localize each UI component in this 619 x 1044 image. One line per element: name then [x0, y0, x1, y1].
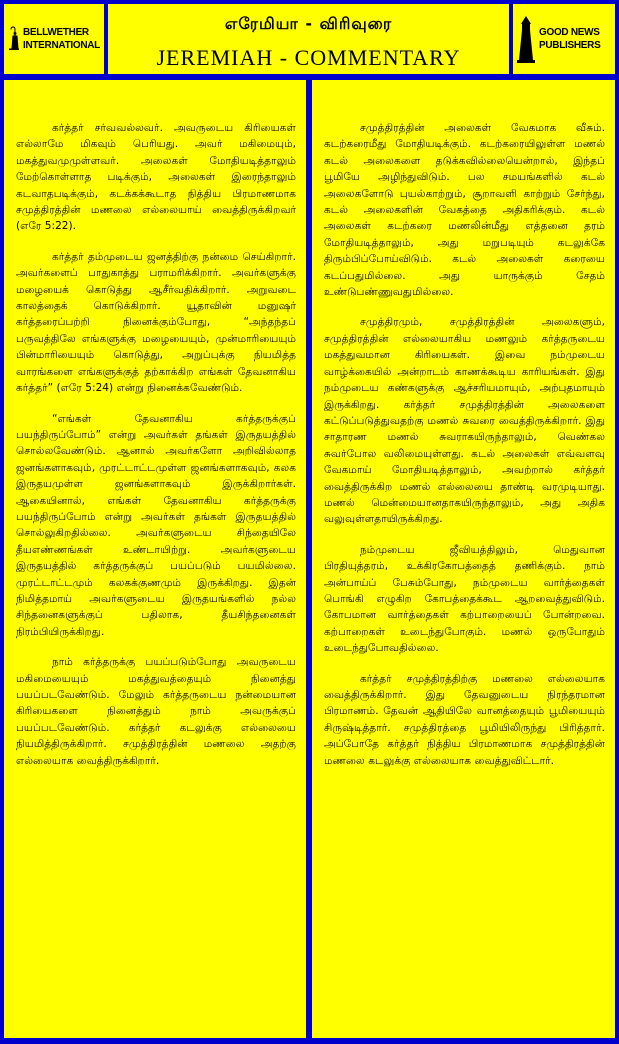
right-logo-line-2: PUBLISHERS: [539, 40, 601, 51]
right-paragraph-3: நம்முடைய ஜீவியத்திலும், மெதுவான பிரதியுத்தரம், உக்கிரகோபத்தைத் தணிக்கும். நாம் அன்பாய்ப் பேசும்போது, நம்முடைய வார்த்தைகள் பொங்கி எழுகிற கோபத்தைக்கூட ஆறவைத்துவிடும். கோபமான வார்த்தைகள் கற்பாறையைப் போன்றவை. கற்பாறைகள் உடைந்துபோகும். மணல் ஒருபோதும் உடைந்துபோவதில்லை.: [324, 543, 605, 655]
right-column: [312, 80, 615, 1038]
left-paragraph-1: கர்த்தர் சர்வவல்லவர். அவருடைய கிரியைகள் எல்லாமே மிகவும் பெரியது. அவர் மகிமையும், மகத்துவமுமுள்ளவர். அலைகள் மோதியடித்தாலும் மேற்கொள்ளாத படிக்கும், அலைகள் இரைந்தாலும் கடவாதபடிக்கும், கடக்கக்கூடாத நித்திய பிரமாணமாக சமுத்திரத்தின் மணலை எல்லையாய் வைத்திருக்கிறவர் (எரே 5:22).: [16, 122, 296, 233]
left-paragraph-2: கர்த்தர் தம்முடைய ஜனத்திற்கு நன்மை செய்கிறார். அவர்களைப் பாதுகாத்து பராமரிக்கிறார். அவர்களுக்கு மழையைக் கொடுத்து ஆசீர்வதிக்கிறார். அறுவடை காலத்தைக் கொடுக்கிறார். யூதாவின் மனுஷர் கர்த்தரைப்பற்றி நினைக்கும்போது, “அந்தந்தப் பருவத்திலே எங்களுக்கு மழையையும், முன்மாரியையும் பின்மாரியையும் கொடுத்து, அறுப்புக்கு நியமித்த வாரங்களை எங்களுக்குத் தற்காக்கிற எங்கள் தேவனாகிய கர்த்தர்” (எரே 5:24) என்று நினைக்கவேண்டும்.: [16, 250, 296, 395]
shepherd-icon: [8, 14, 19, 64]
bellwether-logo: [4, 4, 104, 74]
left-logo-line-2: INTERNATIONAL: [22, 40, 100, 51]
left-paragraph-4: நாம் கர்த்தருக்கு பயப்படும்போது அவருடைய மகிமையையும் மகத்துவத்தையும் நினைத்து பயப்படவேண்டும். மேலும் கர்த்தருடைய நன்மையான கிரியைகளை நினைத்தும் நாம் அவருக்குப் பயப்படவேண்டும். கர்த்தர் கடலுக்கு எல்லையை நியமித்திருக்கிறார். சமுத்திரத்தின் மணலை அதற்கு எல்லையாக வைத்திருக்கிறார்.: [16, 656, 296, 767]
right-paragraph-2: சமுத்திரமும், சமுத்திரத்தின் அலைகளும், சமுத்திரத்தின் எல்லையாகிய மணலும் கர்த்தருடைய மகத்துவமான கிரியைகள். இவை நம்முடைய வாழ்க்கையில் அன்றாடம் காணக்கூடிய காரியங்கள். இது நம்முடைய கண்களுக்கு ஆச்சரியமாயும், அற்புதமாயும் இருக்கிறது. கர்த்தர் சமுத்திரத்தின் அலைகளை கட்டுப்படுத்துவதற்கு மணல் சுவரை வைத்திருக்கிறார். இது சாதாரண மணல் சுவராகயிருந்தாலும், வெண்கல சுவர்போல வலிமையுள்ளது. கடல் அலைகள் எவ்வளவு வேகமாய் மோதியடித்தாலும், அவற்றால் கர்த்தர் வைத்திருக்கிற மணல் எல்லையை தாண்டி வரமுடியாது. மணல் மென்மையானதாகயிருந்தாலும், அது அதிக வலுவுள்ளதாயிருக்கிறது.: [324, 316, 605, 526]
tamil-title: எரேமியா - விரிவுரை: [224, 14, 393, 33]
good-news-logo: [513, 4, 615, 74]
right-logo-line-1: GOOD NEWS: [539, 27, 600, 38]
right-paragraph-1: சமுத்திரத்தின் அலைகள் வேகமாக வீசும். கடற்கரைமீது மோதியடிக்கும். கடற்கரையிலுள்ள மணல் கடல் அலைகளை தடுக்கவில்லையென்றால், இந்தப் பூமியே அழிந்துவிடும். பல சமயங்களில் கடல் அலைகளோடு புயல்காற்றும், சூறாவளி காற்றும் சேர்ந்து, கடல் அலைகளின் வேகத்தை அதிகரிக்கும். கடல் அலைகள் கடற்கரை மணலின்மீது எத்தனை தரம் மோதியடித்தாலும், அது மறுபடியும் கடலுக்கே திரும்பிப்போய்விடும். கடல் அலைகள் கரையை கடப்பதுமில்லை. அது யாருக்கும் சேதம் உண்டுபண்ணுவதுமில்லை.: [324, 122, 605, 299]
left-paragraph-3: “எங்கள் தேவனாகிய கர்த்தருக்குப் பயந்திருப்போம்” என்று அவர்கள் தங்கள் இருதயத்தில் சொல்லவேண்டும். ஆனால் அவர்களோ அறிவில்லாத ஜனங்களாகவும், முரட்டாட்டமுள்ள ஜனங்களாகவும், கலக இருதயமுள்ள ஜனங்களாகவும் இருக்கிறார்கள். ஆகையினால், எங்கள் தேவனாகிய கர்த்தருக்கு பயந்திருப்போம் என்று அவர்கள் தங்கள் இருதயத்தில் சொல்லுகிறதில்லை. அவர்களுடைய சிந்தையிலே தீயஎண்ணங்கள் உண்டாயிற்று. அவர்களுடைய இருதயத்தில் கர்த்தருக்குப் பயப்படும் பயமில்லை. முரட்டாட்டமும் கலகக்குணமும் இருக்கிறது. இதன் நிமித்தமாய் அவர்களுடைய இருதயங்களில் நல்ல சிந்தனைகளுக்குப் பதிலாக, தீயசிந்தனைகள் நிரம்பியிருக்கிறது.: [16, 412, 296, 638]
left-logo-line-1: BELLWETHER: [22, 27, 89, 38]
right-paragraph-4: கர்த்தர் சமுத்திரத்திற்கு மணலை எல்லையாக வைத்திருக்கிறார். இது தேவனுடைய நிரந்தரமான பிரமாணம். தேவன் ஆதியிலே வானத்தையும் பூமியையும் சிருஷ்டித்தார். சமுத்திரத்தை பூமியிலிருந்து பிரித்தார். அப்போதே கர்த்தர் நித்திய பிரமாணமாக சமுத்திரத்தின் மணலை கடலுக்கு எல்லையாக வைத்துவிட்டார்.: [324, 672, 605, 767]
lighthouse-icon: [517, 14, 535, 64]
left-column: [4, 80, 306, 1038]
page-header: [108, 4, 509, 74]
english-title: JEREMIAH - COMMENTARY: [156, 45, 461, 70]
